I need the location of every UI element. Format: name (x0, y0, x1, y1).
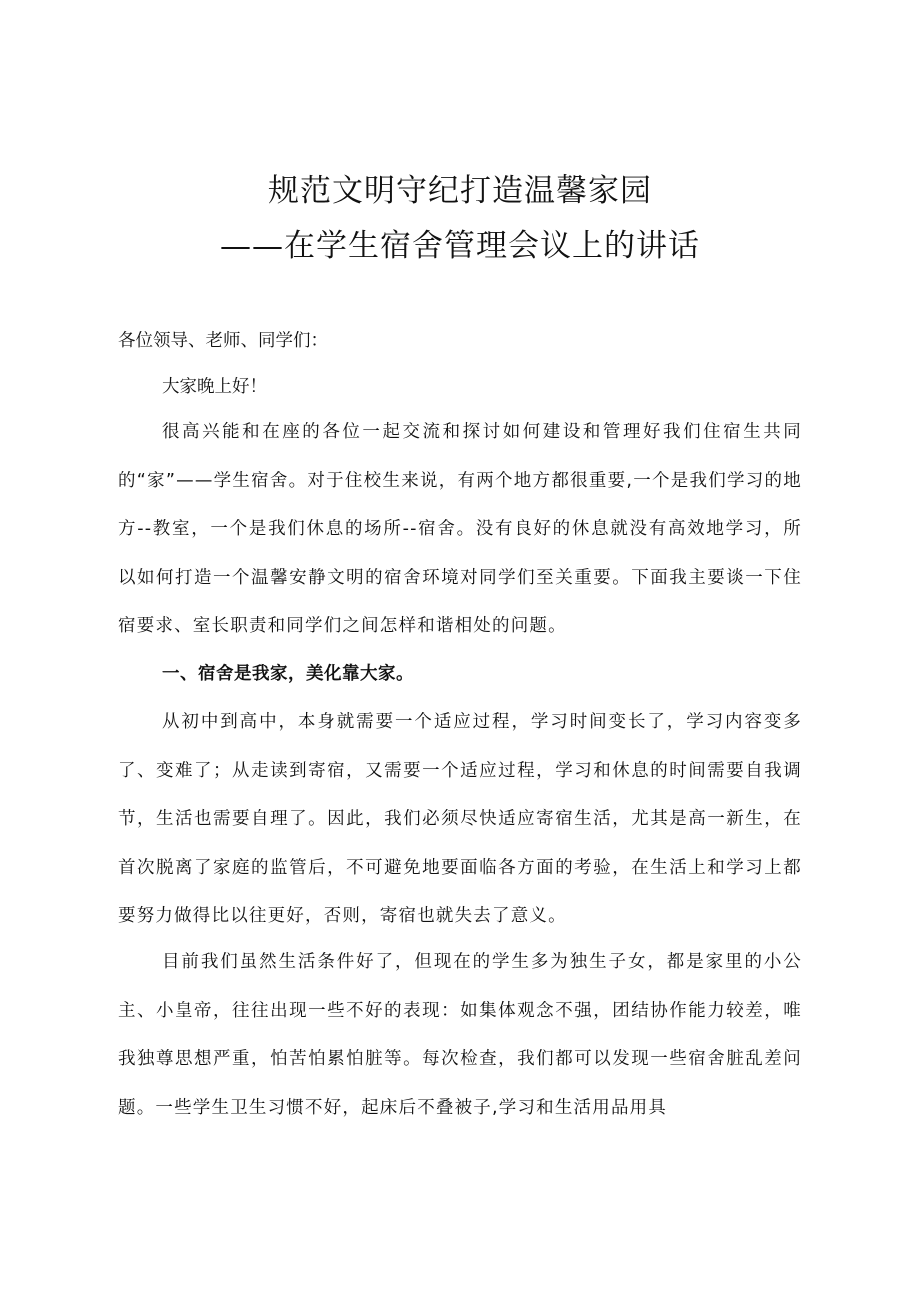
paragraph-current-issues: 目前我们虽然生活条件好了，但现在的学生多为独生子女，都是家里的小公主、小皇帝，往往出现一些不好的表现：如集体观念不强，团结协作能力较差，唯我独尊思想严重，怕苦怕累怕脏等。每次检查，我们都可以发现一些宿舍脏乱差问题。一些学生卫生习惯不好，起床后不叠被子,学习和生活用品用具 (118, 952, 802, 1118)
document-subtitle: ——在学生宿舍管理会议上的讲话 (220, 228, 700, 264)
document-title: 规范文明守纪打造温馨家园 (268, 173, 652, 209)
greeting: 大家晚上好！ (162, 377, 267, 397)
salutation: 各位领导、老师、同学们： (118, 331, 328, 351)
paragraph-adaptation: 从初中到高中，本身就需要一个适应过程，学习时间变长了，学习内容变多了、变难了；从走读到寄宿，又需要一个适应过程，学习和休息的时间需要自我调节，生活也需要自理了。因此，我们必须尽快适应寄宿生活，尤其是高一新生，在首次脱离了家庭的监管后，不可避免地要面临各方面的考验，在生活上和学习上都要努力做得比以往更好，否则，寄宿也就失去了意义。 (118, 712, 802, 926)
section-heading: 一、宿舍是我家，美化靠大家。 (162, 664, 414, 684)
paragraph-intro: 很高兴能和在座的各位一起交流和探讨如何建设和管理好我们住宿生共同的“家”——学生宿舍。对于住校生来说，有两个地方都很重要,一个是我们学习的地方--教室，一个是我们休息的场所--宿舍。没有良好的休息就没有高效地学习，所以如何打造一个温馨安静文明的宿舍环境对同学们至关重要。下面我主要谈一下住宿要求、室长职责和同学们之间怎样和谐相处的问题。 (118, 422, 802, 636)
